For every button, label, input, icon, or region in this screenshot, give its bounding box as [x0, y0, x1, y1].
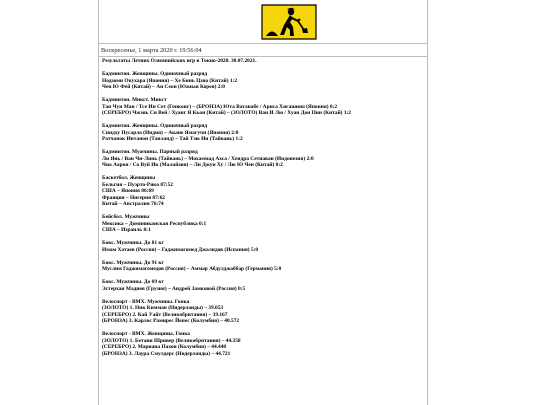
result-line: (СЕРЕБРО) 2. Мариана Пахон (Колумбия) – 44.448 — [102, 344, 227, 350]
section-heading: Бокс. Мужчины. До 69 кг — [102, 279, 164, 285]
result-line: (ЗОЛОТО) 1. Ник Кимман (Нидерланды) – 39.053 — [102, 305, 224, 311]
section-heading: Бадминтон. Женщины. Одиночный разряд — [102, 123, 208, 129]
section-heading: Велоспорт - BMX. Женщины. Гонка — [102, 331, 190, 337]
result-line: США – Япония 86:69 — [102, 188, 154, 194]
roadwork-sign-icon — [260, 3, 318, 41]
section-heading: Бейсбол. Мужчины — [102, 214, 150, 220]
result-line: Эстерхан Мадиев (Грузия) – Андрей Замковой (Россия) 0:5 — [102, 285, 246, 292]
results-content — [102, 58, 424, 364]
result-line: Чен Ю Фей (Китай) – Ан Сеон (Южная Корея) 2:0 — [102, 84, 225, 90]
section-heading: Бадминтон. Женщины. Одиночный разряд — [102, 71, 208, 77]
result-line: Чиа Аарон / Со Вуй Ик (Малайзия) – Ли Джун Ху / Лю Ю Чен (Китай) 0:2 — [102, 162, 283, 168]
result-line: Имам Хатаев (Россия) – Гаджимагомед Джалидов (Испания) 5:0 — [102, 246, 259, 253]
result-line: (СЕРЕБРО) Чжэнь Си Вей / Хуанг Я Кьон (Китай) – (ЗОЛОТО) Ван И Лю / Хуан Дон Пин (Китай) 1:2 — [102, 110, 352, 116]
section-heading: Бадминтон. Микст. Микст — [102, 97, 167, 103]
result-line: (ЗОЛОТО) 1. Бетани Шривер (Великобритания) – 44.358 — [102, 337, 241, 344]
result-line: (БРОНЗА) 3. Карлос Рамирес Йепес (Колумбия) – 40.572 — [102, 318, 240, 324]
section-heading: Баскетбол. Женщины — [102, 175, 156, 181]
result-line: США – Израиль 8:1 — [102, 227, 151, 233]
result-line: Синдху Пусарла (Индия) – Акане Ямагучи (Япония) 2:0 — [102, 129, 239, 136]
section-heading: Велоспорт - BMX. Мужчины. Гонка — [102, 298, 190, 305]
result-line: (БРОНЗА) 3. Лаура Смулдерс (Нидерланды) – 44.721 — [102, 350, 231, 357]
result-line: (СЕРЕБРО) 2. Кай Уайт (Великобритания) – 39.167 — [102, 311, 228, 318]
header-banner — [98, 0, 428, 44]
result-line: Муслим Гаджимагомедов (Россия) – Аммар Абдулджаббар (Германия) 5:0 — [102, 266, 282, 272]
result-line: Китай – Австралия 76:74 — [102, 201, 164, 207]
result-line: Франция – Нигерия 87:62 — [102, 194, 165, 201]
section-heading: Бокс. Мужчины. До 81 кг — [102, 240, 164, 246]
section-heading: Бокс. Мужчины. До 91 кг — [102, 259, 164, 266]
result-line: Мексика – Доминиканская Республика 0:1 — [102, 220, 207, 227]
section-heading: Бадминтон. Мужчины. Парный разряд — [102, 149, 198, 155]
result-line: Бельгия – Пуэрто-Рико 87:52 — [102, 181, 173, 188]
result-line: Ли Янь / Ван Чи-Линь (Тайвань) – Мохаммад Ахса / Хендра Сетиаван (Индонезия) 2:0 — [102, 155, 314, 162]
date-bar: Воскресенье, 1 марта 2020 г. 19:56:04 — [99, 45, 427, 57]
result-line: Ратчанок Интанон (Таиланд) – Тай Тзю Ин (Тайвань) 1:2 — [102, 136, 243, 142]
result-line: Нодзоми Окухара (Япония) – Хе Бинь Цзяо (Китай) 1:2 — [102, 77, 238, 84]
result-line: Тан Чун Ман / Тсе Ин Сет (Гонконг) – (БРОНЗА) Юта Ватанабе / Ариса Хигашино (Япония) 0:2 — [102, 103, 338, 110]
results-title: Результаты Летних Олимпийских игр в Токио-2020. 30.07.2021. — [102, 58, 257, 64]
